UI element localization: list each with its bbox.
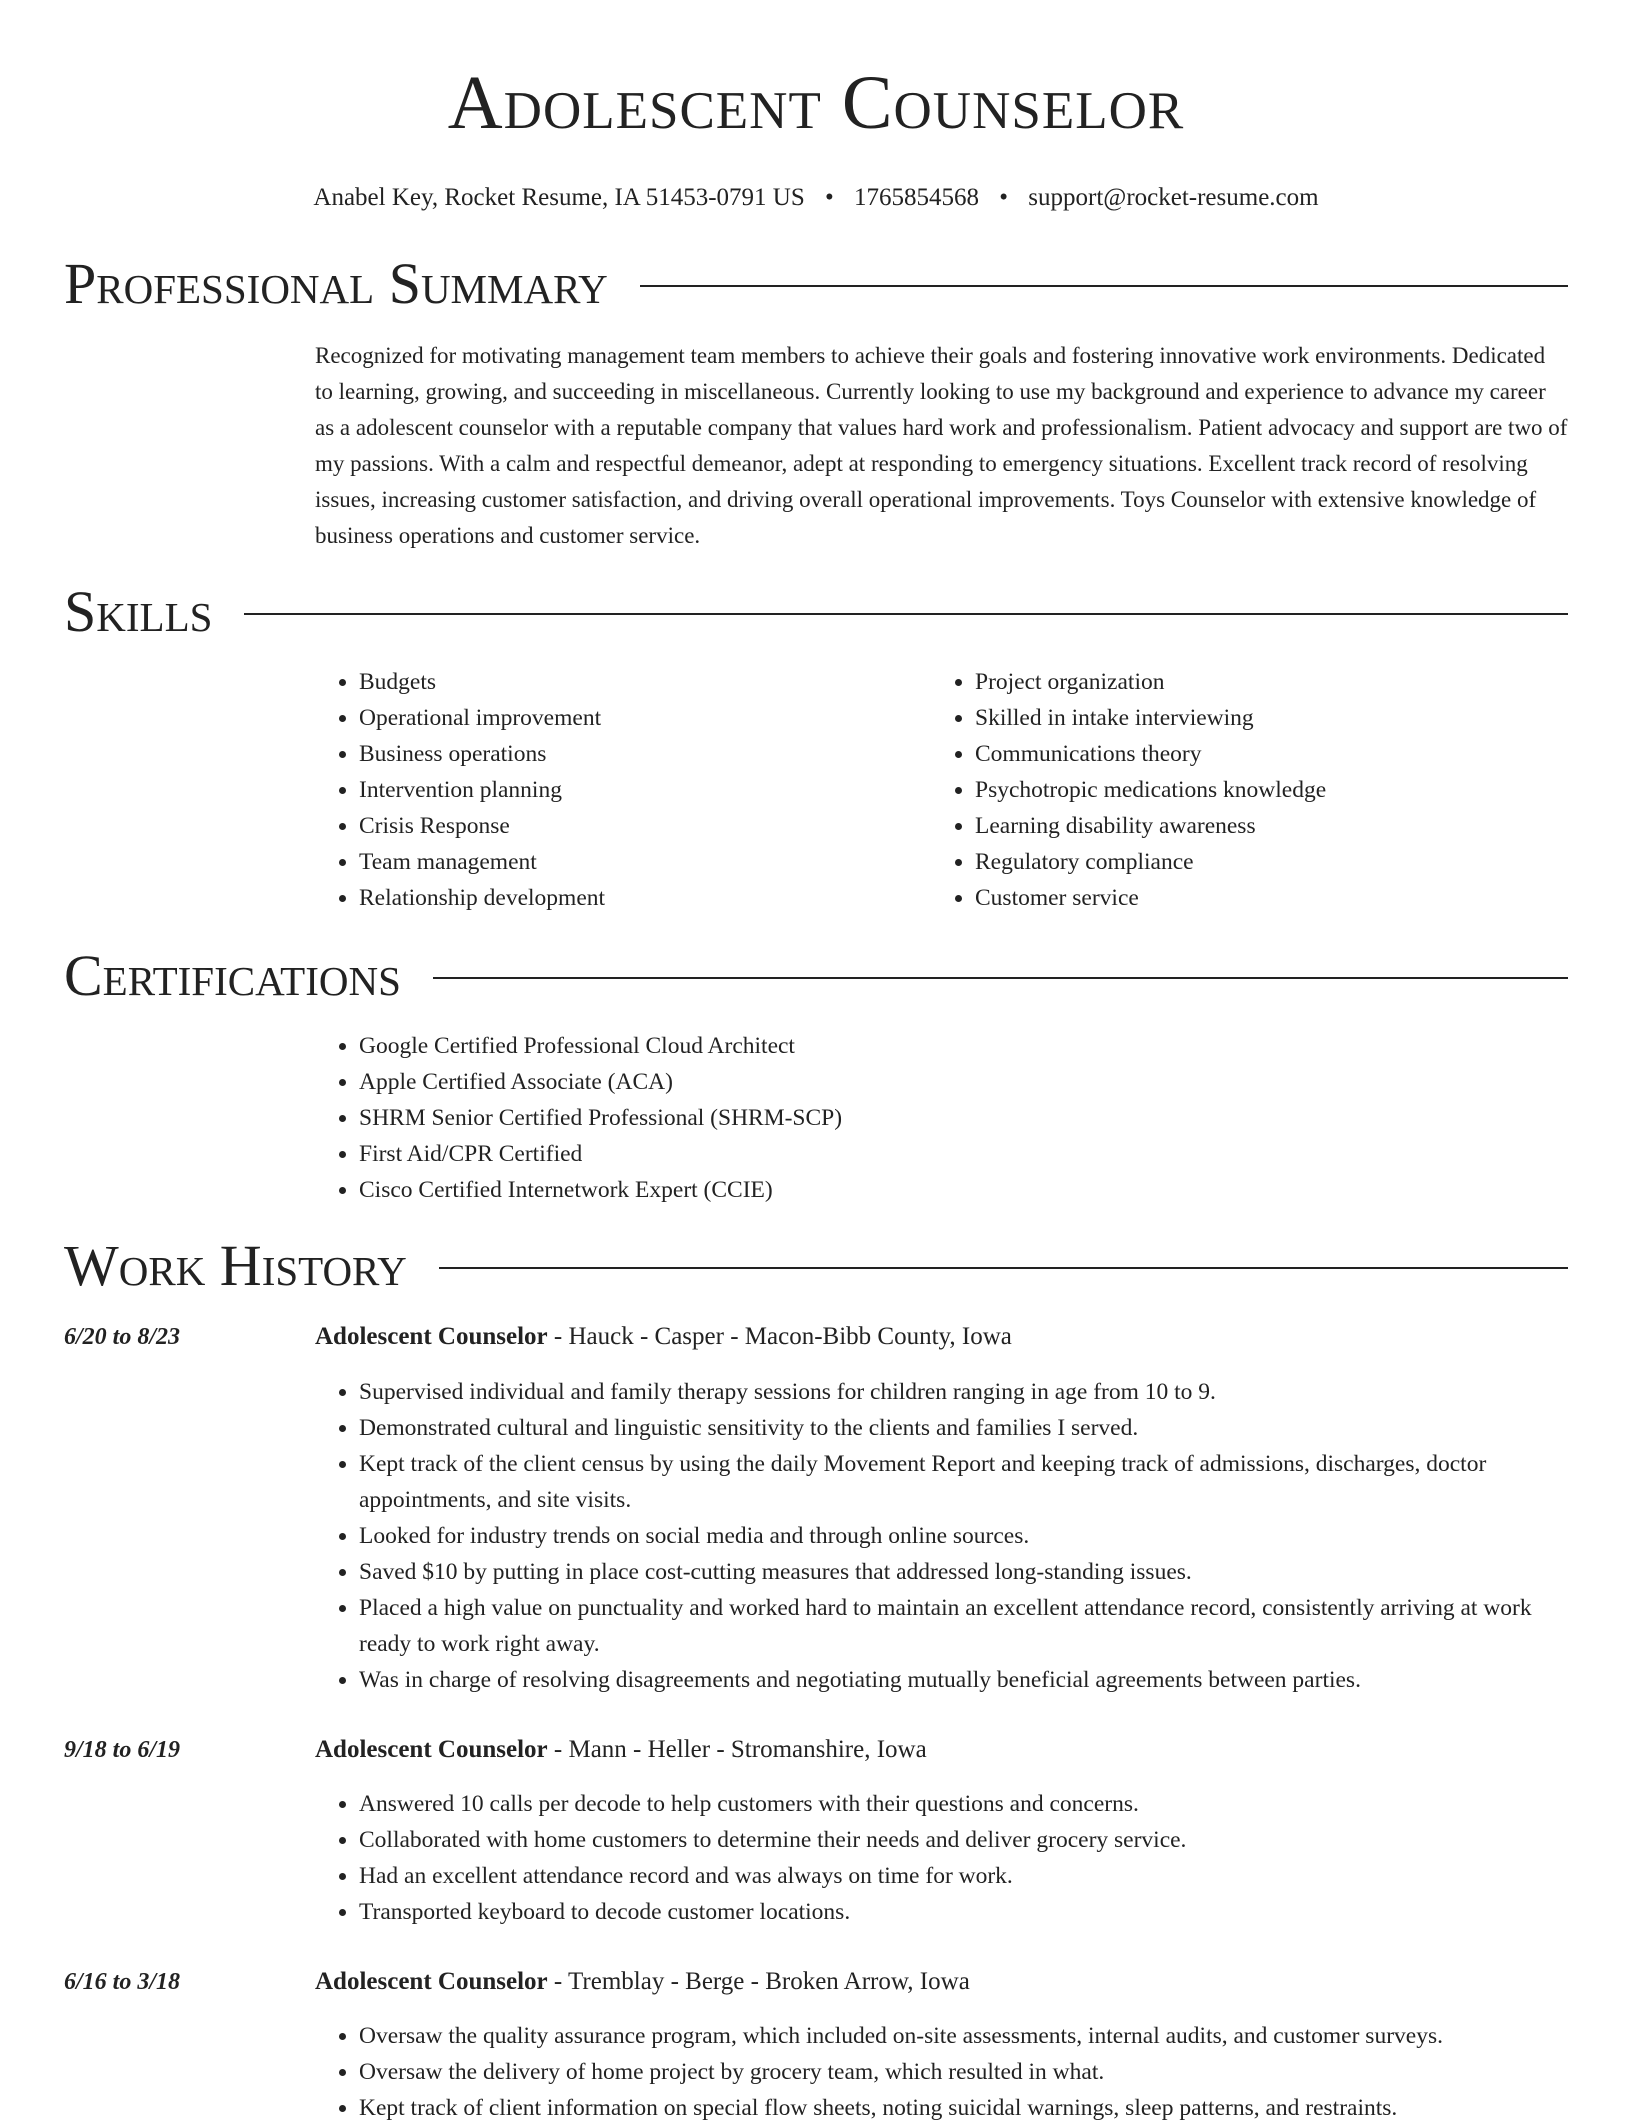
job-bullet: • Kept track of client information on special flow sheets, noting suicidal warnings, sleep patterns, and restraints.	[359, 2090, 1568, 2126]
job-dates: 6/16 to 3/18	[64, 1969, 181, 1995]
skill-item: • Business operations	[359, 736, 605, 772]
section-divider	[433, 977, 1568, 979]
work-history-section-header	[64, 1234, 1568, 1298]
skill-item: • Communications theory	[975, 736, 1326, 772]
certification-item: • Apple Certified Associate (ACA)	[359, 1064, 842, 1100]
certification-item: • Google Certified Professional Cloud Architect	[359, 1028, 842, 1064]
summary-section-header	[64, 252, 1568, 316]
job-bullets-block	[315, 1786, 1568, 1930]
contact-separator: •	[825, 184, 834, 211]
skill-item: • Operational improvement	[359, 700, 605, 736]
contact-address: Anabel Key, Rocket Resume, IA 51453-0791 US	[313, 184, 805, 211]
job-title: Adolescent Counselor	[315, 1968, 548, 1995]
job-bullet: • Oversaw the quality assurance program, which included on-site assessments, internal audits, and customer surveys.	[359, 2018, 1568, 2054]
section-divider	[640, 285, 1568, 287]
summary-heading: Professional Summary	[64, 251, 608, 316]
job-bullet: • Collaborated with home customers to determine their needs and deliver grocery service.	[359, 1822, 1568, 1858]
work-history-heading: Work History	[64, 1233, 407, 1298]
certifications-section-header	[64, 944, 1568, 1008]
skills-section-header	[64, 580, 1568, 644]
job-bullet: • Supervised individual and family therapy sessions for children ranging in age from 10 to 9.	[359, 1374, 1568, 1410]
job-bullet: • Saved $10 by putting in place cost-cutting measures that addressed long-standing issues.	[359, 1554, 1568, 1590]
job-bullet: • Oversaw the delivery of home project by grocery team, which resulted in what.	[359, 2054, 1568, 2090]
resume-title: Adolescent Counselor	[447, 61, 1185, 145]
certifications-list	[315, 1028, 842, 1208]
certification-item: • First Aid/CPR Certified	[359, 1136, 842, 1172]
job-dates: 9/18 to 6/19	[64, 1737, 181, 1763]
job-bullet: • Answered 10 calls per decode to help customers with their questions and concerns.	[359, 1786, 1568, 1822]
section-divider	[244, 613, 1568, 615]
skill-item: • Budgets	[359, 664, 605, 700]
skill-item: • Learning disability awareness	[975, 808, 1326, 844]
job-bullets-block	[315, 2018, 1568, 2126]
contact-line	[0, 182, 1632, 214]
skill-item: • Project organization	[975, 664, 1326, 700]
section-divider	[439, 1267, 1568, 1269]
certification-item: • SHRM Senior Certified Professional (SHRM-SCP)	[359, 1100, 842, 1136]
job-title: Adolescent Counselor	[315, 1736, 548, 1763]
job-bullet: • Looked for industry trends on social media and through online sources.	[359, 1518, 1568, 1554]
certifications-block	[315, 1028, 842, 1208]
skill-item: • Customer service	[975, 880, 1326, 916]
job-bullet: • Kept track of the client census by using the daily Movement Report and keeping track of admissions, discharges, doctor appointments, and site visits.	[359, 1446, 1568, 1518]
certifications-heading: Certifications	[64, 943, 401, 1008]
skill-item: • Skilled in intake interviewing	[975, 700, 1326, 736]
job-employer-location: - Tremblay - Berge - Broken Arrow, Iowa	[547, 1968, 970, 1995]
skills-left-list	[315, 664, 605, 916]
job-bullet-list	[315, 1374, 1568, 1698]
job-bullet: • Transported keyboard to decode customer locations.	[359, 1894, 1568, 1930]
skill-item: • Regulatory compliance	[975, 844, 1326, 880]
job-title: Adolescent Counselor	[315, 1323, 548, 1350]
job-employer-location: - Hauck - Casper - Macon-Bibb County, Iowa	[547, 1323, 1012, 1350]
job-title-line	[315, 1734, 927, 1766]
certification-item: • Cisco Certified Internetwork Expert (CCIE)	[359, 1172, 842, 1208]
job-bullet-list	[315, 2018, 1568, 2126]
summary-text: Recognized for motivating management team members to achieve their goals and fostering innovative work environments. Dedicated to learning, growing, and succeeding in miscellaneous. Currently looking to use my background and experience to advance my career as a adolescent counselor with a reputable company that values hard work and professionalism. Patient advocacy and support are two of my passions. With a calm and respectful demeanor, adept at responding to emergency situations. Excellent track record of resolving issues, increasing customer satisfaction, and driving overall operational improvements. Toys Counselor with extensive knowledge of business operations and customer service.	[315, 343, 1568, 548]
contact-phone: 1765854568	[854, 184, 980, 211]
job-bullet: • Demonstrated cultural and linguistic sensitivity to the clients and families I served.	[359, 1410, 1568, 1446]
skills-heading: Skills	[64, 579, 213, 644]
skill-item: • Intervention planning	[359, 772, 605, 808]
skill-item: • Crisis Response	[359, 808, 605, 844]
job-title-line	[315, 1321, 1012, 1353]
job-bullet: • Placed a high value on punctuality and worked hard to maintain an excellent attendance record, consistently arriving at work ready to work right away.	[359, 1590, 1568, 1662]
contact-email: support@rocket-resume.com	[1028, 184, 1319, 211]
job-employer-location: - Mann - Heller - Stromanshire, Iowa	[547, 1736, 927, 1763]
job-bullet-list	[315, 1786, 1568, 1930]
skills-right-list	[931, 664, 1326, 916]
contact-separator: •	[999, 184, 1009, 211]
skills-right-column	[931, 664, 1326, 916]
job-bullets-block	[315, 1374, 1568, 1698]
job-bullet: • Had an excellent attendance record and was always on time for work.	[359, 1858, 1568, 1894]
job-bullet: • Was in charge of resolving disagreements and negotiating mutually beneficial agreements between parties.	[359, 1662, 1568, 1698]
skill-item: • Team management	[359, 844, 605, 880]
skill-item: • Psychotropic medications knowledge	[975, 772, 1326, 808]
skill-item: • Relationship development	[359, 880, 605, 916]
job-dates: 6/20 to 8/23	[64, 1324, 181, 1350]
job-title-line	[315, 1966, 970, 1998]
skills-left-column	[315, 664, 605, 916]
